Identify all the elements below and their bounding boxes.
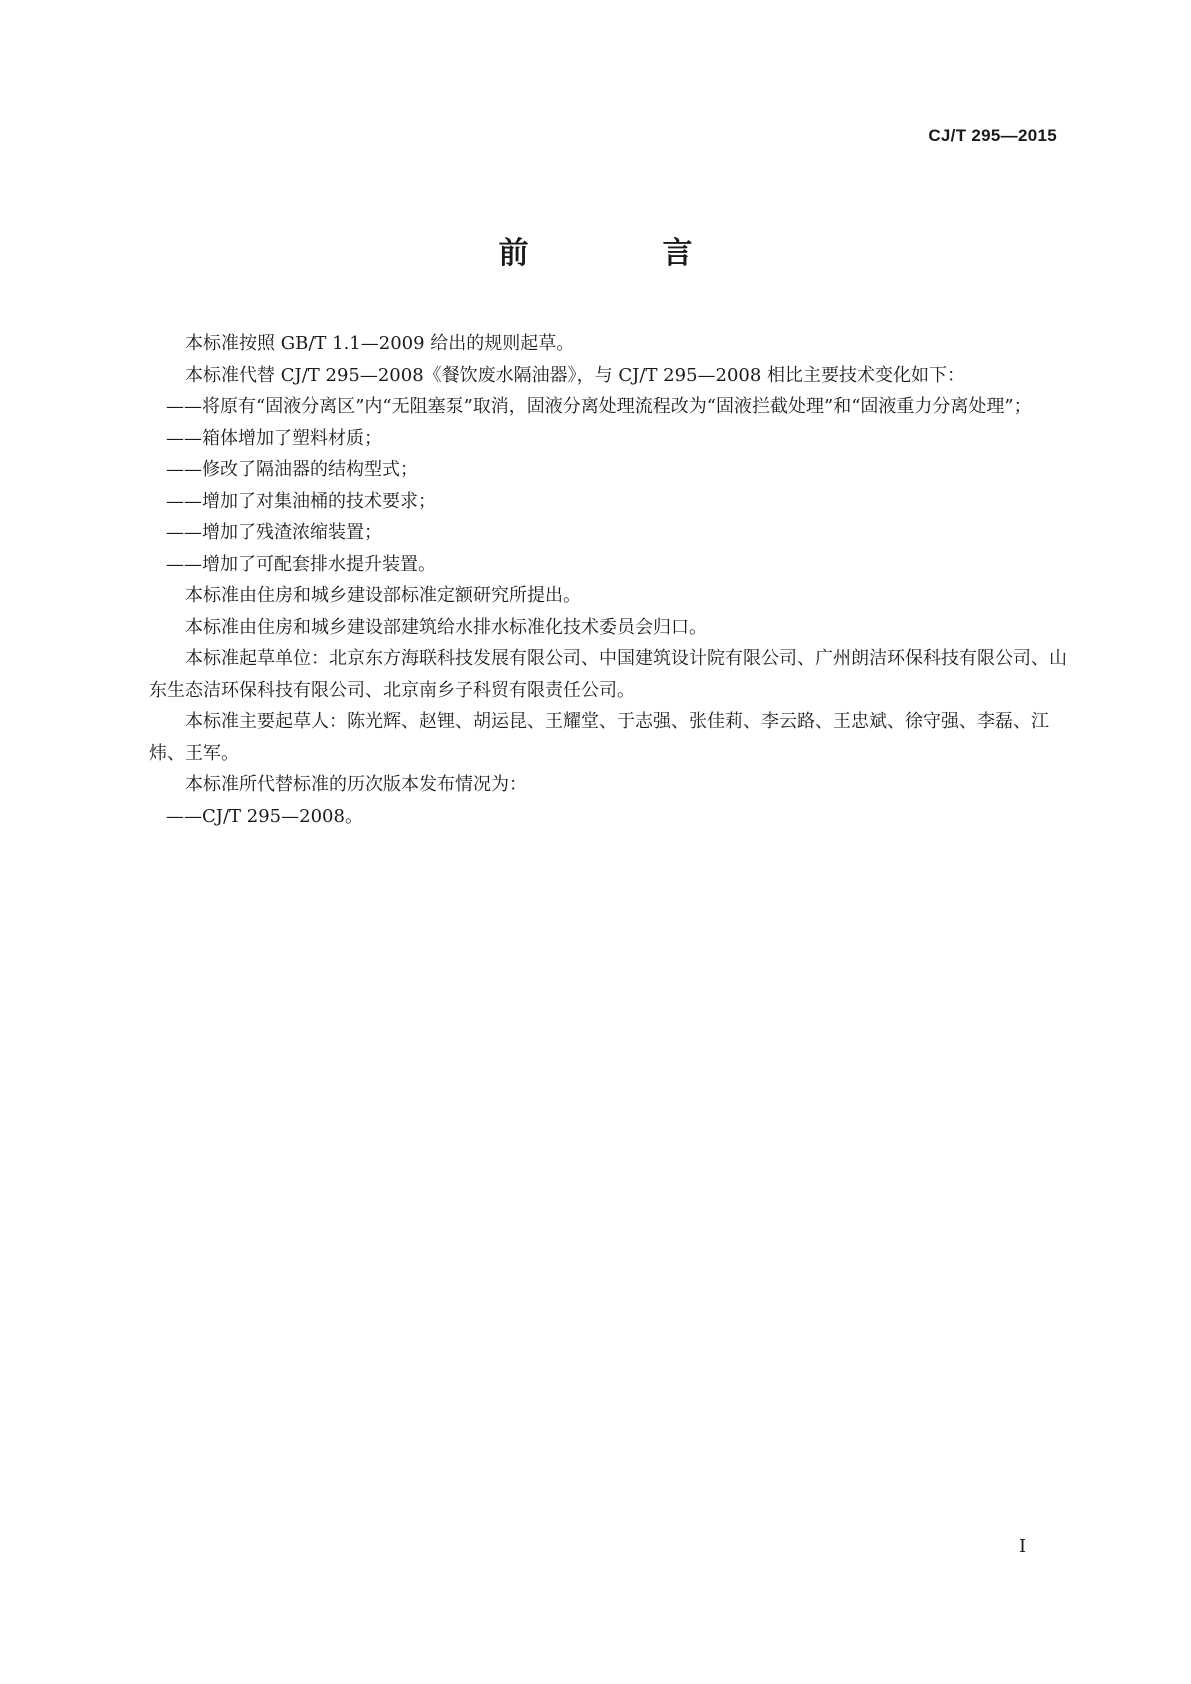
page-number: I (1019, 1536, 1027, 1557)
paragraph-proposed-by: 本标准由住房和城乡建设部标准定额研究所提出。 (185, 585, 581, 606)
change-item: ——将原有“固液分离区”内“无阻塞泵”取消，固液分离处理流程改为“固液拦截处理”和“固液重力分离处理”； (166, 396, 1032, 417)
change-item: ——增加了可配套排水提升装置。 (166, 553, 436, 575)
history-item: ——CJ/T 295—2008。 (166, 805, 363, 827)
paragraph-under-jurisdiction: 本标准由住房和城乡建设部建筑给水排水标准化技术委员会归口。 (185, 616, 707, 638)
paragraph-drafting-rules: 本标准按照 GB/T 1.1—2009 给出的规则起草。 (185, 333, 575, 354)
change-item: ——修改了隔油器的结构型式； (166, 459, 418, 480)
foreword-body (149, 328, 1067, 832)
change-item: ——增加了对集油桶的技术要求； (166, 490, 436, 512)
paragraph-drafters: 本标准主要起草人：陈光辉、赵锂、胡运昆、王耀堂、于志强、张佳莉、李云路、王忠斌、徐守强、李磊、江炜、王军。 (149, 711, 1049, 764)
change-item: ——箱体增加了塑料材质； (166, 427, 382, 449)
paragraph-history-intro: 本标准所代替标准的历次版本发布情况为： (185, 774, 527, 795)
standard-code: CJ/T 295—2015 (928, 126, 1057, 145)
page-title: 前 言 (498, 236, 745, 271)
paragraph-replaces: 本标准代替 CJ/T 295—2008《餐饮废水隔油器》，与 CJ/T 295—2008 相比主要技术变化如下： (185, 364, 966, 386)
change-item: ——增加了残渣浓缩装置； (166, 522, 382, 543)
paragraph-drafting-units: 本标准起草单位：北京东方海联科技发展有限公司、中国建筑设计院有限公司、广州朗洁环保科技有限公司、山东生态洁环保科技有限公司、北京南乡子科贸有限责任公司。 (149, 648, 1067, 701)
